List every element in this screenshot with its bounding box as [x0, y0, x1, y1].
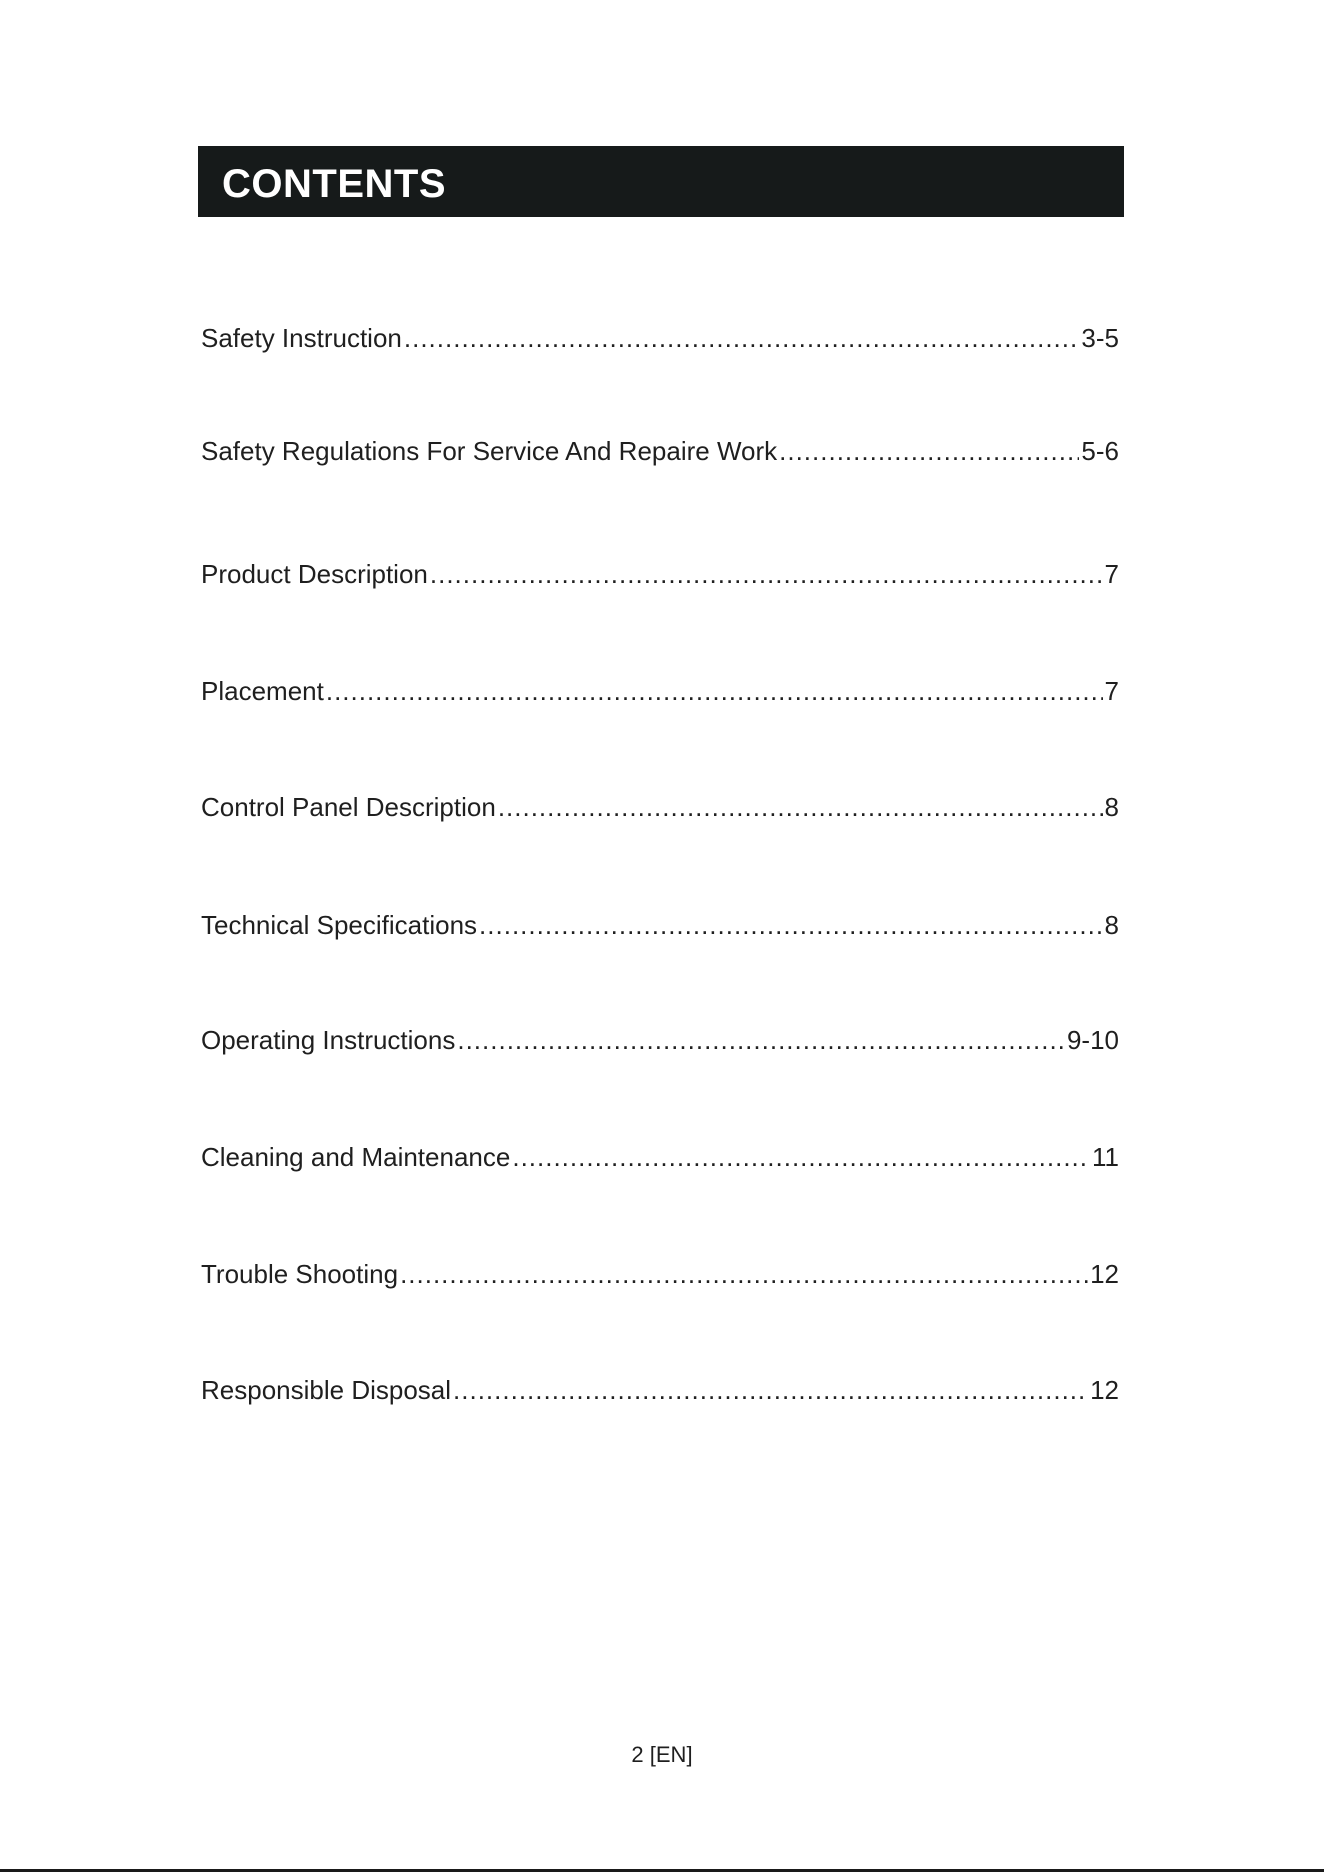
toc-entry-page: 3-5: [1081, 323, 1119, 353]
toc-entry-title: Cleaning and Maintenance: [201, 1142, 511, 1172]
toc-entry-page: 9-10: [1066, 1025, 1119, 1055]
toc-entry-title: Product Description: [201, 559, 428, 589]
toc-entry-page: 8: [1104, 792, 1119, 822]
toc-entry-title: Technical Specifications: [201, 910, 478, 940]
toc-entry-title: Trouble Shooting: [201, 1259, 399, 1289]
contents-header-bar: [198, 146, 1124, 217]
toc-dot-leader: [457, 1024, 1065, 1056]
toc-dot-leader: [512, 1141, 1090, 1173]
toc-entry-title: Operating Instructions: [201, 1025, 456, 1055]
toc-dot-leader: [453, 1374, 1088, 1406]
toc-entry-placement: [201, 675, 1119, 707]
page-title: CONTENTS: [222, 161, 446, 206]
toc-dot-leader: [326, 675, 1103, 707]
toc-entry-title: Safety Instruction: [201, 323, 402, 353]
toc-entry-title: Placement: [201, 676, 324, 706]
toc-entry-title: Control Panel Description: [201, 792, 496, 822]
toc-entry-page: 7: [1104, 559, 1119, 589]
toc-entry-page: 12: [1090, 1375, 1119, 1405]
toc-entry-product-description: [201, 558, 1119, 590]
toc-dot-leader: [498, 791, 1103, 823]
toc-entry-operating-instructions: [201, 1024, 1119, 1056]
toc-entry-page: 8: [1104, 910, 1119, 940]
toc-entry-responsible-disposal: [201, 1374, 1119, 1406]
toc-dot-leader: [430, 558, 1103, 590]
toc-entry-page: 12: [1090, 1259, 1119, 1289]
toc-dot-leader: [779, 435, 1079, 467]
toc-entry-safety-instruction: [201, 322, 1119, 354]
toc-entry-page: 11: [1092, 1142, 1119, 1172]
toc-entry-page: 7: [1104, 676, 1119, 706]
toc-entry-control-panel-description: [201, 791, 1119, 823]
toc-dot-leader: [404, 322, 1080, 354]
toc-dot-leader: [400, 1258, 1088, 1290]
toc-entry-title: Responsible Disposal: [201, 1375, 452, 1405]
toc-entry-trouble-shooting: [201, 1258, 1119, 1290]
toc-entry-page: 5-6: [1081, 436, 1119, 466]
page-number-footer: 2 [EN]: [631, 1742, 693, 1767]
toc-entry-title: Safety Regulations For Service And Repaire Work: [201, 436, 778, 466]
toc-entry-technical-specifications: [201, 909, 1119, 941]
toc-dot-leader: [479, 909, 1102, 941]
toc-entry-safety-regulations: [201, 435, 1119, 467]
toc-entry-cleaning-and-maintenance: [201, 1141, 1119, 1173]
